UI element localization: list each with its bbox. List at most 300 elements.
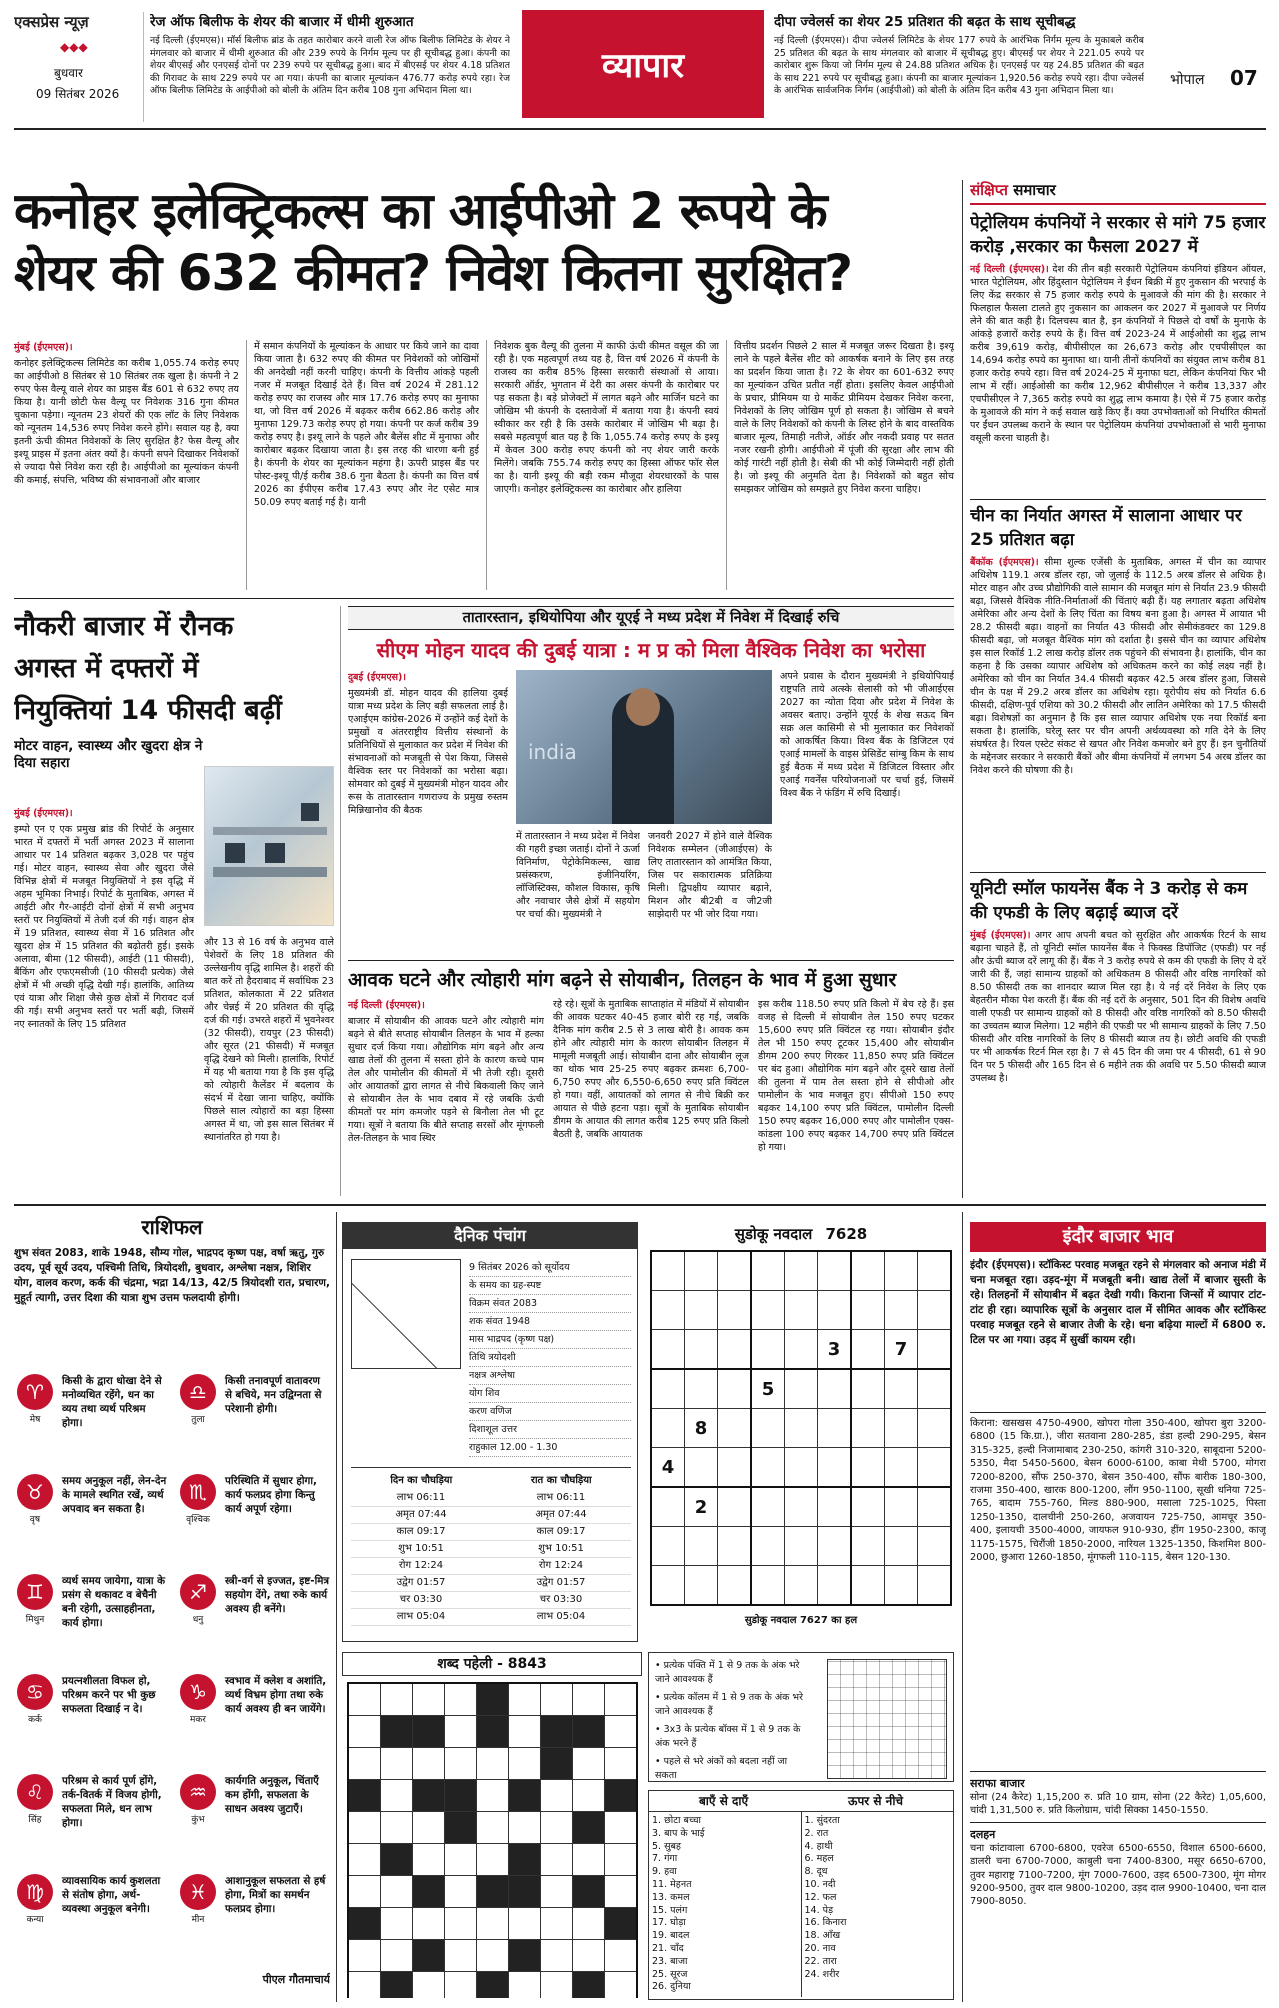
sudoku-cell[interactable] bbox=[885, 1369, 918, 1409]
zodiac-prediction: व्यावसायिक कार्य कुशलता से संतोष होगा, अर्थ-व्यवस्था अनुकूल बनेगी। bbox=[62, 1875, 161, 1915]
zodiac-sign-name: मकर bbox=[190, 1715, 206, 1725]
sudoku-cell[interactable] bbox=[651, 1409, 685, 1448]
crossword-cell[interactable] bbox=[348, 1972, 381, 1999]
mp-col-1-text: मुख्यमंत्री डॉ. मोहन यादव की हालिया दुबई यात्रा मध्य प्रदेश के लिए बड़ी सफलता लाई है। एआईएम कांग्रेस-2026 में उन्होंने कई देशों के प्रमुखों व अंतरराष्ट्रीय वित्तीय संस्थानों के प्रतिनिधियों से मुलाकात कर प्रदेश में निवेश की संभावनाओं को मजबूती से पेश किया, जिससे वैश्विक स्तर पर निवेशकों का भरोसा बढ़ा। सोमवार को दुबई में मुख्यमंत्री मोहन यादव और रूस के तातारस्तान गणराज्य के प्रमुख रुस्तम मिन्निखानोव की बैठक bbox=[348, 688, 508, 816]
sudoku-cell[interactable] bbox=[785, 1566, 818, 1606]
brief-1-text: देश की तीन बड़ी सरकारी पेट्रोलियम कंपनियां इंडियन ऑयल, भारत पेट्रोलियम, और हिंदुस्तान पेट्रोलियम ने ईंधन बिक्री में हुए नुकसान की भरपाई के लिए केंद्र सरकार से 75 हजार करोड़ रुपये के मुआवजे की मांग की है। सरकार ने फिलहाल फैसला टालते हुए नुकसान का आकलन कर 2027 में मुआवजे पर निर्णय लेने की बात कही है। दिलचस्प बात है, इन कंपनियों ने पिछले दो वर्षों के मुनाफे के आंकड़े हजारों करोड़ रुपये के हैं। वित्त वर्ष 2023-24 में आईओसी का शुद्ध लाभ करीब 39,619 करोड़, बीपीसीएल का 26,673 करोड़ और एचपीसीएल का 14,694 करोड़ रुपये का मुनाफा था। यानी तीनों कंपनियों का संयुक्त लाभ करीब 81 हजार करोड़ रुपये रहा। वित्त वर्ष 2024-25 में मुनाफा घटा, लेकिन कंपनियां फिर भी लाभ में रहीं। आईओसी का करीब 12,962 बीपीसीएल ने करीब 13,337 और एचपीसीएल ने 7,365 करोड़ रुपये का शुद्ध लाभ कमाया है। ऐसे में 75 हजार करोड़ के मुआवजे की मांग ने कई सवाल खड़े किए हैं। क्या उपभोक्ताओं को निर्धारित कीमतों पर ईंधन उपलब्ध कराने के स्थान पर पेट्रोलियम कंपनियां उपभोक्ताओं से भारी मुनाफा वसूली करना चाहती है। bbox=[970, 264, 1266, 444]
crossword-block bbox=[380, 1972, 412, 1999]
sudoku-cell[interactable] bbox=[851, 1409, 885, 1448]
lead-headline-line2: शेयर की 632 कीमत? निवेश कितना सुरक्षित? bbox=[14, 244, 852, 302]
ticker-right-headline: दीपा ज्वेलर्स का शेयर 25 प्रतिशत की बढ़त के साथ सूचीबद्ध bbox=[774, 14, 1076, 30]
zodiac-sign-name: कन्या bbox=[26, 1915, 44, 1925]
cm-photo-caption: india bbox=[528, 740, 577, 764]
panchang bbox=[342, 1222, 638, 1642]
market-intro: इंदौर (ईएमएस)। स्टॉकिस्ट परवाह मजबूत रहने से मंगलवार को अनाज मंडी में चना मजबूत रहा। उड़द-मूंग में मजबूती बनी। खाद्य तेलों में बाजार सुस्ती के रहे। तिलहनों में सोयाबीन में बढ़त देखी गयी। किराना जिन्सों में व्यापार टांट-टांट ही रहा। व्यापारिक सूत्रों के अनुसार दाल में सीमित आवक और स्टॉकिस्ट परवाह मजबूत रहने से बाजार तेजी के रहे। धना बढ़िया माल्टों में 6800 रु. टिल पर आ गया। उड़द में सुर्खी कायम रही। bbox=[970, 1259, 1266, 1346]
sudoku-cell[interactable] bbox=[785, 1448, 818, 1488]
crossword-block bbox=[476, 1716, 508, 1748]
market-divider bbox=[962, 1212, 963, 2002]
zodiac-sign-name: वृष bbox=[29, 1515, 41, 1525]
sudoku-cell[interactable] bbox=[685, 1566, 718, 1606]
crossword-cell[interactable] bbox=[572, 1683, 604, 1716]
panchang-row: काल 09:17 bbox=[351, 1524, 491, 1541]
down-clue: 1. सुंदरता bbox=[804, 1815, 840, 1826]
panchang-row: लाभ 06:11 bbox=[491, 1490, 631, 1507]
across-clue-list bbox=[649, 1812, 801, 1997]
sudoku-grid[interactable] bbox=[650, 1250, 952, 1606]
crossword-block bbox=[380, 1716, 412, 1748]
sudoku-cell[interactable] bbox=[785, 1487, 818, 1527]
soy-col-3-text: इस करीब 118.50 रुपए प्रति किलो में बेच रहे हैं। इस वजह से दिल्ली में सोयाबीन तेल 150 रुपए घटकर 15,600 रुपए प्रति क्विंटल रह गया। सोयाबीन इंदौर तेल भी 150 रुपए टूटकर 15,400 और सोयाबीन डीगम 200 रुपए गिरकर 11,850 रुपए प्रति क्विंटल पर बंद हुआ। औद्योगिक मांग बढ़ने और दूसरे खाद्य तेलों की तुलना में पाम तेल सस्ता होने से सीपीओ और पामोलीन के भाव मजबूत हुए। सीपीओ 150 रुपए बढ़कर 14,100 रुपए प्रति क्विंटल, पामोलीन दिल्ली 150 रुपए बढ़कर 16,000 रुपए और पामोलीन एक्स-कांडला 100 रुपए बढ़कर 14,700 रुपए प्रति क्विंटल हो गया। bbox=[758, 999, 954, 1153]
sudoku-cell[interactable] bbox=[785, 1291, 818, 1330]
crossword-cell[interactable] bbox=[348, 1940, 381, 1972]
crossword-cell[interactable] bbox=[476, 1812, 508, 1844]
sudoku-rules bbox=[648, 1652, 954, 1782]
down-clue: 14. पेड़ bbox=[804, 1904, 834, 1916]
crossword-cell[interactable] bbox=[540, 1780, 572, 1812]
zodiac-sign-name: वृश्चिक bbox=[186, 1515, 210, 1525]
city-label: भोपाल bbox=[1170, 72, 1205, 88]
sudoku-cell[interactable] bbox=[885, 1291, 918, 1330]
panchang-row: काल 09:17 bbox=[491, 1524, 631, 1541]
sudoku-cell[interactable] bbox=[885, 1251, 918, 1291]
sudoku-cell[interactable] bbox=[851, 1291, 885, 1330]
rashifal-intro: शुभ संवत 2083, शाके 1948, सौम्य गोल, भाद्रपद कृष्ण पक्ष, वर्षा ऋतु, गुरु उदय, पूर्व सूर्य उदय, पश्चिमी तिथि, त्रियोदशी, बुधवार, अश्लेषा नक्षत्र, शिशिर योग, वालव करण, कर्क की चंद्रमा, भद्रा 14/13, 42/5 त्रियोदशी रात, प्रचारण, मुहूर्त त्यागी, उत्तर दिशा की यात्रा शुभ उत्तम फलदायी होगी। bbox=[14, 1247, 330, 1304]
panchang-row: उद्वेग 01:57 bbox=[491, 1575, 631, 1592]
crossword-cell[interactable] bbox=[604, 1876, 637, 1908]
lead-col-1 bbox=[14, 340, 239, 590]
brief-rule bbox=[970, 872, 1266, 873]
brief-3-text: अगर आप अपनी बचत को सुरक्षित और आकर्षक रिटर्न के साथ बढ़ाना चाहते हैं, तो यूनिटी स्मॉल फायनेंस बैंक ने फिक्स्ड डिपॉजिट (एफडी) पर नई और ऊंची ब्याज दरें लागू की हैं। बैंक ने 3 करोड़ रुपये से कम की एफडी के लिए ये दरें जारी की हैं, जहां सामान्य ग्राहकों को अधिकतम 8 फीसदी और वरिष्ठ नागरिकों को 8.50 फीसदी तक का शानदार ब्याज मिल रहा है। ये नई दरें निवेश के लिए एक बेहतरीन मौका पेश करती हैं। बैंक की नई दरों के अनुसार, 501 दिन की विशेष अवधि वाली एफडी पर सामान्य ग्राहकों को 8 फीसदी और वरिष्ठ नागरिकों को 8.50 फीसदी का उच्चतम ब्याज मिलेगा। 12 महीने की एफडी पर भी सामान्य ग्राहकों के लिए 7.50 फीसदी और वरिष्ठ नागरिकों के लिए 8 फीसदी ब्याज तय है। छोटी अवधि की एफडी पर भी आकर्षक रिटर्न मिल रहा है। 7 से 45 दिन की जमा पर 4 फीसदी, 61 से 90 दिन पर 5 फीसदी और 165 दिन से 6 महीने तक की अवधि पर 5.50 फीसदी ब्याज उपलब्ध है। bbox=[970, 930, 1266, 1084]
across-clue: 25. सूरज bbox=[652, 1968, 688, 1980]
jobs-headline-3: नियुक्तियां 14 फीसदी बढ़ीं bbox=[14, 695, 282, 726]
sudoku-cell[interactable] bbox=[818, 1566, 852, 1606]
soy-col-1-text: बाजार में सोयाबीन की आवक घटने और त्योहारी मांग बढ़ने से बीते सप्ताह सोयाबीन तिलहन के भाव में हल्का सुधार दर्ज किया गया। औद्योगिक मांग बढ़ने और अन्य खाद्य तेलों की तुलना में सस्ता होने के कारण कच्चे पाम तेल और पामोलीन की कीमतों में भी तेजी रही। दूसरी ओर आयातकों द्वारा लागत से नीचे बिकवाली किए जाने से सोयाबीन तेल के भाव दबाव में रहे जबकि ऊंची कीमतों पर मांग कमजोर पड़ने से बिनौला तेल भी टूट गया। सूत्रों ने बताया कि बीते सप्ताह सरसों और मूंगफली तेल-तिलहन के भाव स्थिर bbox=[348, 1016, 544, 1144]
across-clue: 11. मेहनत bbox=[652, 1878, 692, 1890]
sudoku-cell[interactable] bbox=[685, 1251, 718, 1291]
across-clue: 17. घोड़ा bbox=[652, 1917, 686, 1929]
crossword-cell[interactable] bbox=[508, 1972, 540, 1999]
lead-dateline: मुंबई (ईएमएस)। bbox=[14, 342, 73, 353]
crossword-block bbox=[476, 1972, 508, 1999]
brief-column bbox=[970, 180, 1266, 1198]
panchang-table bbox=[351, 1467, 631, 1637]
brief-2-body bbox=[970, 556, 1266, 868]
crossword-cell[interactable] bbox=[348, 1748, 381, 1780]
issue-date: 09 सितंबर 2026 bbox=[36, 87, 120, 101]
across-clue: 3. बाप के भाई bbox=[652, 1827, 705, 1839]
crossword-cell[interactable] bbox=[380, 1683, 412, 1716]
crossword-cell[interactable] bbox=[412, 1844, 444, 1876]
lead-columns bbox=[14, 340, 954, 590]
brief-label bbox=[970, 180, 1266, 205]
crossword-cell[interactable] bbox=[380, 1780, 412, 1812]
crossword-cell[interactable] bbox=[348, 1683, 381, 1716]
crossword-block bbox=[508, 1876, 540, 1908]
crossword-grid[interactable] bbox=[347, 1682, 638, 1998]
crossword-cell[interactable] bbox=[444, 1844, 476, 1876]
crossword-cell[interactable] bbox=[476, 1780, 508, 1812]
crossword-cell[interactable] bbox=[508, 1683, 540, 1716]
zodiac-prediction: स्वभाव में क्लेश व अशांति, व्यर्थ विभ्रम होगा तथा रुके कार्य अवश्य ही बन जायेंगे। bbox=[225, 1675, 327, 1715]
sudoku-cell[interactable] bbox=[885, 1566, 918, 1606]
sudoku-cell[interactable] bbox=[718, 1291, 752, 1330]
across-clue: 21. चाँद bbox=[652, 1942, 684, 1954]
zodiac-sign-name: कर्क bbox=[28, 1715, 42, 1725]
sudoku-cell[interactable]: 8 bbox=[685, 1409, 718, 1448]
soy-col-1 bbox=[348, 998, 544, 1198]
crossword-block bbox=[572, 1716, 604, 1748]
crossword-block bbox=[444, 1812, 476, 1844]
crossword-cell[interactable] bbox=[348, 1812, 381, 1844]
crossword-cell[interactable] bbox=[380, 1940, 412, 1972]
sudoku-cell[interactable] bbox=[751, 1566, 785, 1606]
brief-1-body bbox=[970, 263, 1266, 495]
sudoku-cell[interactable] bbox=[651, 1369, 685, 1409]
brief-label-2: समाचार bbox=[1013, 181, 1056, 199]
zodiac-sign-icon: ♏ bbox=[180, 1474, 216, 1510]
zodiac-sign-icon: ♍ bbox=[17, 1874, 53, 1910]
crossword-block bbox=[572, 1812, 604, 1844]
brand-block bbox=[14, 12, 144, 122]
rashifal-divider bbox=[336, 1212, 337, 2002]
sudoku-cell[interactable] bbox=[651, 1330, 685, 1370]
office-desk-shape bbox=[213, 827, 327, 835]
sudoku-cell[interactable] bbox=[885, 1487, 918, 1527]
down-clue: 20. नाव bbox=[804, 1942, 836, 1954]
panchang-day-title: दिन का चौघड़िया bbox=[390, 1475, 453, 1486]
sudoku-rule: • प्रत्येक पंक्ति में 1 से 9 तक के अंक भरे जाने आवश्यक हैं bbox=[655, 1660, 800, 1685]
zodiac-prediction: परिस्थिति में सुधार होगा, कार्य फलप्रद होगा किन्तु कार्य अपूर्ण रहेगा। bbox=[225, 1475, 317, 1515]
zodiac-item bbox=[177, 1574, 330, 1666]
panchang-row: अमृत 07:44 bbox=[351, 1507, 491, 1524]
sudoku-cell[interactable] bbox=[685, 1330, 718, 1370]
sudoku-cell[interactable]: 3 bbox=[818, 1330, 852, 1370]
sudoku-cell[interactable] bbox=[818, 1448, 852, 1488]
crossword-cell[interactable] bbox=[412, 1972, 444, 1999]
ticker-left-body: नई दिल्ली (ईएमएस)। मॉर्स बिलीफ ब्रांड के तहत कारोबार करने वाली रेज ऑफ बिलीफ लिमिटेड के शेयर ने मंगलवार को बाजार में धीमी शुरुआत की और 239 रुपये के निर्गम मूल्य पर ही सूचीबद्ध हुआ। कंपनी का शेयर बीएसई और एनएसई दोनों पर 239 रुपये पर सूचीबद्ध हुआ। बाद में बीएसई पर शेयर 4.18 प्रतिशत की गिरावट के साथ 229 रुपये पर आ गया। कंपनी का बाजार मूल्यांकन 476.77 करोड़ रुपये रहा। रेज ऑफ बिलीफ लिमिटेड के आईपीओ को बोली के अंतिम दिन करीब 108 गुना अभिदान मिला था। bbox=[150, 35, 510, 97]
ticker-left bbox=[150, 14, 510, 122]
issue-day: बुधवार bbox=[54, 66, 83, 80]
sudoku-cell[interactable] bbox=[651, 1527, 685, 1566]
crossword-cell[interactable] bbox=[444, 1716, 476, 1748]
sudoku-cell[interactable] bbox=[818, 1291, 852, 1330]
crossword-cell[interactable] bbox=[572, 1844, 604, 1876]
market-kirana: किराना: खसखस 4750-4900, खोपरा गोला 350-400, खोपरा बुरा 3200-6800 (15 कि.ग्रा.), जीरा सतवाना 280-285, डंडा हल्दी 290-295, बेसन 315-325, हल्दी निजामाबाद 230-250, कांगरी 310-320, साबूदाना 5200-5350, मैदा 5450-5600, बेसन 6000-6100, काबा मेथी 5700, मोगरा 7200-8200, सौंफ 250-370, बेसन 350-400, सौंफ बारीक 180-300, राजमा 350-400, खारक 800-1200, लौंग 950-1100, सूखी धनिया 725-765, बादाम 755-760, मिल्ड 880-900, मसाला 725-1025, पिस्ता 1250-1350, दालचीनी 250-260, अजवायन 725-750, आमचूर 350-400, इलायची 3500-4000, जायफल 910-930, हींग 1950-2300, काजू 1175-1575, चिरौंजी 1850-2000, नारियल 1325-1350, किशमिश 800-2000, छुआरा 1260-1850, मूंगफली 110-115, बेसन 120-130. bbox=[970, 1418, 1266, 1564]
crossword-cell[interactable] bbox=[604, 1812, 637, 1844]
crossword-cell[interactable] bbox=[412, 1812, 444, 1844]
sudoku-cell[interactable] bbox=[718, 1487, 752, 1527]
zodiac-sign-icon: ♒ bbox=[180, 1774, 216, 1810]
crossword-cell[interactable] bbox=[476, 1940, 508, 1972]
crossword-block bbox=[604, 1908, 637, 1940]
sudoku-cell[interactable] bbox=[718, 1330, 752, 1370]
down-clue: 18. आँख bbox=[804, 1930, 841, 1942]
zodiac-item bbox=[14, 1674, 167, 1766]
sudoku-cell[interactable] bbox=[718, 1251, 752, 1291]
panchang-row: चर 03:30 bbox=[491, 1592, 631, 1609]
crossword-cell[interactable] bbox=[444, 1748, 476, 1780]
brief-1-dateline: नई दिल्ली (ईएमएस)। bbox=[970, 264, 1049, 275]
sudoku-cell[interactable] bbox=[651, 1487, 685, 1527]
crossword-cell[interactable] bbox=[540, 1876, 572, 1908]
sudoku-cell[interactable] bbox=[751, 1527, 785, 1566]
market-daal: चना कांटावाला 6700-6800, एवरेज 6500-6550, विशाल 6500-6600, डालरी चना 6700-7000, काबुली चना 7400-8300, मसूर 6650-6700, तुवर महाराष्ट्र 7100-7200, मूंग 7000-7600, उड़द 6500-7300, मूंग मोगर 9200-9500, तुवर दाल 9800-10200, उड़द दाल 9900-10400, चना दाल 7900-8050. bbox=[970, 1842, 1266, 1908]
sudoku-cell[interactable] bbox=[818, 1409, 852, 1448]
sudoku-cell[interactable] bbox=[851, 1251, 885, 1291]
brief-label-1: संक्षिप्त bbox=[970, 181, 1008, 199]
ticker-left-headline: रेज ऑफ बिलीफ के शेयर की बाजार में धीमी शुरुआत bbox=[150, 14, 414, 30]
jobs-story bbox=[14, 606, 334, 1198]
crossword-cell[interactable] bbox=[380, 1908, 412, 1940]
panchang-table-head bbox=[351, 1472, 631, 1486]
crossword bbox=[342, 1652, 642, 1998]
sudoku-mini-solution bbox=[827, 1659, 947, 1779]
across-clue: 5. सुबह bbox=[652, 1840, 681, 1852]
crossword-cell[interactable] bbox=[444, 1972, 476, 1999]
sudoku-cell[interactable] bbox=[751, 1251, 785, 1291]
zodiac-grid bbox=[14, 1374, 330, 1966]
sudoku-cell[interactable] bbox=[818, 1527, 852, 1566]
crossword-cell[interactable] bbox=[604, 1683, 637, 1716]
jobs-dateline: मुंबई (ईएमएस)। bbox=[14, 808, 73, 819]
brief-divider bbox=[962, 180, 963, 1198]
crossword-cell[interactable] bbox=[508, 1908, 540, 1940]
sudoku-cell[interactable] bbox=[785, 1330, 818, 1370]
lower-section-rule bbox=[14, 1204, 1266, 1206]
zodiac-sign-name: धनु bbox=[192, 1615, 204, 1625]
sudoku-cell[interactable]: 4 bbox=[651, 1448, 685, 1488]
sudoku-cell[interactable] bbox=[918, 1409, 952, 1448]
sudoku-cell[interactable] bbox=[885, 1409, 918, 1448]
across-clue: 1. छोटा बच्चा bbox=[652, 1815, 701, 1826]
crossword-block bbox=[412, 1940, 444, 1972]
ticker-right bbox=[774, 14, 1144, 122]
crossword-cell[interactable] bbox=[540, 1972, 572, 1999]
zodiac-sign-icon: ♈ bbox=[17, 1374, 53, 1410]
crossword-cell[interactable] bbox=[380, 1748, 412, 1780]
sudoku-rule: • 3x3 के प्रत्येक बॉक्स में 1 से 9 तक के अंक भरने हैं bbox=[655, 1724, 801, 1749]
sudoku-cell[interactable] bbox=[918, 1251, 952, 1291]
jobs-headline-1: नौकरी बाजार में रौनक bbox=[14, 611, 234, 642]
panchang-line: नक्षत्र अश्लेषा bbox=[469, 1367, 631, 1385]
sudoku-cell[interactable] bbox=[718, 1369, 752, 1409]
lead-col-1-text: कनोहर इलेक्ट्रिकल्स लिमिटेड का करीब 1,055.74 करोड़ रुपए का आईपीओ 8 सितंबर से 10 सितंबर तक खुला है। कंपनी ने 2 रुपए फेस वैल्यू वाले शेयर का प्राइस बैंड 601 से 632 रुपए तय किया है। यानी छोटी फेस वैल्यू पर निवेशक 316 गुना कीमत चुकाना पड़ेगा। न्यूनतम 23 शेयरों की एक लॉट के लिए निवेशक को न्यूनतम 14,536 रुपए निवेश करने होंगे। सवाल यह है, क्या इतनी ऊंची कीमत निवेशकों के लिए सुरक्षित है? फेस वैल्यू और इश्यू प्राइस में इतना अंतर क्यों है। कंपनी सपने दिखाकर निवेशकों से ज्यादा पैसे निवेश करा रही है। आईपीओ का मूल्यांकन कंपनी की कमाई, संपत्ति, भविष्य की संभावनाओं और बाजार bbox=[14, 358, 239, 486]
sudoku-cell[interactable] bbox=[718, 1566, 752, 1606]
sudoku-cell[interactable] bbox=[651, 1291, 685, 1330]
crossword-cell[interactable] bbox=[412, 1748, 444, 1780]
jobs-divider bbox=[340, 606, 341, 1196]
crossword-cell[interactable] bbox=[476, 1844, 508, 1876]
panchang-line: तिथि त्रयोदशी bbox=[469, 1349, 631, 1367]
down-clue: 22. तारा bbox=[804, 1955, 837, 1967]
brief-2-dateline: बैंकॉक (ईएमएस)। bbox=[970, 557, 1039, 568]
crossword-cell[interactable] bbox=[348, 1716, 381, 1748]
office-monitor-shape bbox=[265, 843, 285, 863]
rashifal bbox=[14, 1212, 330, 2002]
mp-col-2-text: में तातारस्तान ने मध्य प्रदेश में निवेश की गहरी इच्छा जताई। दोनों ने ऊर्जा विनिर्माण, पेट्रोकेमिकल्स, खाद्य प्रसंस्करण, इंजीनियरिंग, लॉजिस्टिक्स, कौशल विकास, कृषि और नवाचार जैसे क्षेत्रों में सहयोग पर चर्चा की। मुख्यमंत्री ने bbox=[516, 831, 640, 920]
sudoku-cell[interactable] bbox=[785, 1527, 818, 1566]
panchang-row: चर 03:30 bbox=[351, 1592, 491, 1609]
sudoku-cell[interactable] bbox=[885, 1527, 918, 1566]
sudoku bbox=[648, 1222, 954, 1642]
crossword-cell[interactable] bbox=[412, 1908, 444, 1940]
ticker-right-body: नई दिल्ली (ईएमएस)। दीपा ज्वेलर्स लिमिटेड के शेयर 177 रुपये के आरंभिक निर्गम मूल्य के मुकाबले करीब 25 प्रतिशत की बढ़त के साथ मंगलवार को बाजार में सूचीबद्ध हुए। बीएसई पर शेयर ने 221.05 रुपये पर कारोबार शुरू किया जो निर्गम मूल्य से 24.88 प्रतिशत अधिक है। एनएसई पर यह 24.85 प्रतिशत की बढ़त के साथ 221 रुपये पर सूचीबद्ध हुआ। कंपनी का बाजार मूल्यांकन 1,920.56 करोड़ रुपये रहा। दीपा ज्वेलर्स के आरंभिक सार्वजनिक निर्गम (आईपीओ) को बोली के अंतिम दिन करीब 43 गुना अभिदान मिला था। bbox=[774, 35, 1144, 97]
sudoku-cell[interactable]: 2 bbox=[685, 1487, 718, 1527]
sudoku-cell[interactable] bbox=[685, 1527, 718, 1566]
across-clue: 9. हवा bbox=[652, 1866, 677, 1878]
sudoku-cell[interactable] bbox=[751, 1487, 785, 1527]
crossword-cell[interactable] bbox=[572, 1780, 604, 1812]
sudoku-cell[interactable] bbox=[851, 1566, 885, 1606]
crossword-cell[interactable] bbox=[508, 1812, 540, 1844]
down-clue: 10. नदी bbox=[804, 1878, 836, 1890]
sudoku-cell[interactable] bbox=[685, 1369, 718, 1409]
crossword-cell[interactable] bbox=[540, 1940, 572, 1972]
crossword-cell[interactable] bbox=[348, 1844, 381, 1876]
brand-dots-icon: ◆◆◆ bbox=[60, 40, 88, 54]
sudoku-cell[interactable] bbox=[785, 1409, 818, 1448]
zodiac-item bbox=[14, 1774, 167, 1866]
sudoku-cell[interactable] bbox=[685, 1448, 718, 1488]
crossword-cell[interactable] bbox=[380, 1812, 412, 1844]
sudoku-cell[interactable] bbox=[718, 1409, 752, 1448]
crossword-cell[interactable] bbox=[476, 1908, 508, 1940]
panchang-row: शुभ 10:51 bbox=[351, 1541, 491, 1558]
crossword-cell[interactable] bbox=[508, 1716, 540, 1748]
zodiac-sign-name: मीन bbox=[191, 1915, 205, 1925]
sudoku-cell[interactable] bbox=[718, 1448, 752, 1488]
brief-rule bbox=[970, 499, 1266, 500]
zodiac-sign-name: सिंह bbox=[28, 1815, 42, 1825]
sudoku-rule-list bbox=[649, 1653, 811, 1782]
crossword-block bbox=[412, 1780, 444, 1812]
market-title: इंदौर बाजार भाव bbox=[970, 1222, 1266, 1252]
crossword-cell[interactable] bbox=[412, 1683, 444, 1716]
zodiac-item bbox=[177, 1874, 330, 1966]
rashifal-title: राशिफल bbox=[141, 1215, 203, 1239]
sudoku-cell[interactable] bbox=[918, 1527, 952, 1566]
zodiac-prediction: आशानुकूल सफलता से हर्ष होगा, मित्रों का समर्थन फलप्रद होगा। bbox=[225, 1875, 326, 1915]
brief-3-dateline: मुंबई (ईएमएस)। bbox=[970, 930, 1031, 941]
lead-col-4-text: वित्तीय प्रदर्शन पिछले 2 साल में मजबूत जरूर दिखता है। इश्यू लाने के पहले बैलेंस शीट को आकर्षक बनाने के लिए इस तरह का प्रदर्शन किया जाता है। ?2 के शेयर का 601-632 रुपए का मूल्यांकन उचित प्रतीत नहीं होता। इसलिए केवल आईपीओ के प्रचार, प्रीमियम या ग्रे मार्केट प्रीमियम देखकर निवेश करना, निवेशकों के लिए जोखिम पूर्ण हो सकता है। जोखिम से बचने वाले के लिए निवेशकों को कंपनी के लिस्ट होने के बाद वास्तविक बाजार मूल्य, तिमाही नतीजे, ऑर्डर और नकदी प्रवाह पर सतत नजर रखनी होगी। आईपीओ में पूंजी की सुरक्षा और लाभ की कोई गारंटी नहीं होती है। सेबी की भी कोई जिम्मेदारी नहीं होती है। जो इश्यू की अनुमति देता है। निवेशकों को बहुत सोच समझकर जोखिम को समझते हुए निवेश करना चाहिए। bbox=[734, 341, 954, 495]
crossword-cell[interactable] bbox=[604, 1972, 637, 1999]
panchang-row: अमृत 07:44 bbox=[491, 1507, 631, 1524]
zodiac-prediction: किसी तनावपूर्ण वातावरण से बचिये, मन उद्विग्नता से परेशानी होगी। bbox=[225, 1375, 322, 1415]
panchang-row: लाभ 05:04 bbox=[351, 1609, 491, 1626]
crossword-cell[interactable] bbox=[508, 1748, 540, 1780]
sudoku-cell[interactable] bbox=[751, 1448, 785, 1488]
crossword-block bbox=[348, 1780, 381, 1812]
lead-headline-line1: कनोहर इलेक्ट्रिकल्स का आईपीओ 2 रूपये के bbox=[14, 182, 827, 240]
section-banner bbox=[522, 10, 764, 118]
sudoku-cell[interactable] bbox=[918, 1448, 952, 1488]
col-divider bbox=[486, 340, 487, 590]
zodiac-prediction: कार्यगति अनुकूल, चिंताएँ कम होंगी, सफलता के साधन अवश्य जुटाएँ। bbox=[225, 1775, 319, 1815]
sudoku-cell[interactable] bbox=[918, 1291, 952, 1330]
zodiac-prediction: किसी के द्वारा धोखा देने से मनोव्यथित रहेंगे, धन का व्यय तथा व्यर्थ परिश्रम होगा। bbox=[62, 1375, 162, 1429]
crossword-cell[interactable] bbox=[444, 1940, 476, 1972]
market-rule bbox=[970, 1771, 1266, 1772]
sudoku-cell[interactable] bbox=[751, 1409, 785, 1448]
panchang-line: 9 सितंबर 2026 को सूर्योदय bbox=[469, 1259, 631, 1277]
sudoku-cell[interactable] bbox=[851, 1330, 885, 1370]
sudoku-cell[interactable] bbox=[918, 1566, 952, 1606]
sudoku-cell[interactable] bbox=[851, 1369, 885, 1409]
col-divider bbox=[246, 340, 247, 590]
crossword-cell[interactable] bbox=[604, 1844, 637, 1876]
sudoku-number: 7628 bbox=[825, 1225, 868, 1243]
sudoku-cell[interactable] bbox=[751, 1291, 785, 1330]
sarafa-title: सराफा बाजार bbox=[970, 1777, 1025, 1790]
mp-bottom-rule bbox=[348, 960, 954, 961]
chart-diagonal bbox=[351, 1283, 461, 1369]
sudoku-cell[interactable] bbox=[818, 1251, 852, 1291]
crossword-cell[interactable] bbox=[380, 1876, 412, 1908]
crossword-cell[interactable] bbox=[444, 1876, 476, 1908]
sudoku-cell[interactable] bbox=[685, 1291, 718, 1330]
sudoku-cell[interactable] bbox=[818, 1487, 852, 1527]
crossword-cell[interactable] bbox=[540, 1908, 572, 1940]
crossword-cell[interactable] bbox=[604, 1940, 637, 1972]
crossword-cell[interactable] bbox=[540, 1683, 572, 1716]
sudoku-cell[interactable] bbox=[918, 1330, 952, 1370]
crossword-cell[interactable] bbox=[476, 1748, 508, 1780]
crossword-cell[interactable] bbox=[572, 1940, 604, 1972]
across-clue: 19. बादल bbox=[652, 1930, 690, 1942]
crossword-cell[interactable] bbox=[572, 1748, 604, 1780]
crossword-cell[interactable] bbox=[444, 1908, 476, 1940]
sudoku-rule: • पहले से भरे अंकों को बदला नहीं जा सकता bbox=[655, 1756, 788, 1781]
sudoku-cell[interactable] bbox=[851, 1527, 885, 1566]
crossword-cell[interactable] bbox=[604, 1748, 637, 1780]
down-clue: 16. किनारा bbox=[804, 1917, 847, 1929]
panchang-title: दैनिक पंचांग bbox=[343, 1223, 637, 1249]
sudoku-cell[interactable]: 7 bbox=[885, 1330, 918, 1370]
crossword-cell[interactable] bbox=[604, 1716, 637, 1748]
crossword-block bbox=[604, 1780, 637, 1812]
sudoku-cell[interactable] bbox=[785, 1369, 818, 1409]
sudoku-cell[interactable] bbox=[818, 1369, 852, 1409]
sudoku-cell[interactable] bbox=[885, 1448, 918, 1488]
crossword-title: शब्द पहेली - 8843 bbox=[342, 1652, 642, 1676]
sudoku-cell[interactable] bbox=[651, 1251, 685, 1291]
crossword-cell[interactable] bbox=[540, 1844, 572, 1876]
crossword-clues bbox=[648, 1790, 954, 2000]
crossword-block bbox=[348, 1908, 381, 1940]
crossword-cell[interactable] bbox=[348, 1876, 381, 1908]
sudoku-cell[interactable] bbox=[651, 1566, 685, 1606]
sudoku-cell[interactable] bbox=[851, 1487, 885, 1527]
sudoku-cell[interactable] bbox=[718, 1527, 752, 1566]
brief-2-headline: चीन का निर्यात अगस्त में सालाना आधार पर 25 प्रतिशत बढ़ा bbox=[970, 506, 1242, 550]
sudoku-cell[interactable] bbox=[918, 1487, 952, 1527]
sudoku-cell[interactable]: 5 bbox=[751, 1369, 785, 1409]
sudoku-cell[interactable] bbox=[851, 1448, 885, 1488]
zodiac-item bbox=[14, 1474, 167, 1566]
down-clue-list bbox=[801, 1812, 954, 1997]
crossword-cell[interactable] bbox=[540, 1812, 572, 1844]
panchang-row: शुभ 10:51 bbox=[491, 1541, 631, 1558]
sudoku-cell[interactable] bbox=[918, 1369, 952, 1409]
sudoku-cell[interactable] bbox=[785, 1251, 818, 1291]
sudoku-cell[interactable] bbox=[751, 1330, 785, 1370]
crossword-cell[interactable] bbox=[572, 1908, 604, 1940]
mp-col-3-text: जनवरी 2027 में होने वाले वैश्विक निवेशक सम्मेलन (जीआईएस) के लिए तातारस्तान को आमंत्रित किया, जिस पर सकारात्मक प्रतिक्रिया मिली। द्विपक्षीय व्यापार बढ़ाने, मिशन और बी2बी व जी2जी साझेदारी पर भी जोर दिया गया। bbox=[648, 831, 772, 920]
mp-story bbox=[348, 606, 954, 958]
panchang-line: विक्रम संवत 2083 bbox=[469, 1295, 631, 1313]
crossword-cell[interactable] bbox=[444, 1683, 476, 1716]
mp-dateline: दुबई (ईएमएस)। bbox=[348, 672, 406, 683]
